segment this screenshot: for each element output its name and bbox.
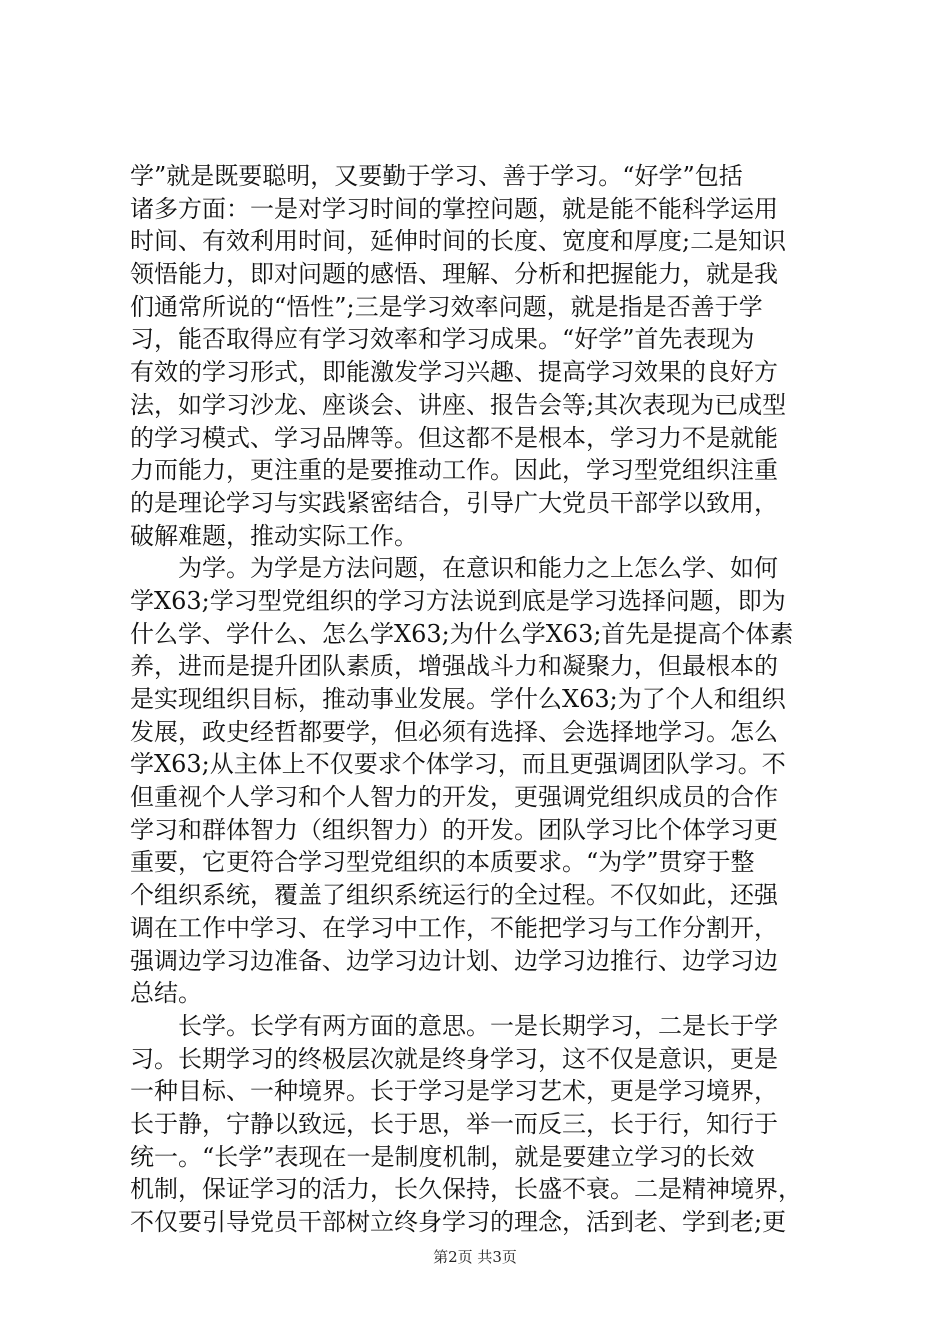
text-line: 破解难题，推动实际工作。 — [130, 521, 418, 550]
text-line: 领悟能力，即对问题的感悟、理解、分析和把握能力，就是我 — [130, 260, 778, 289]
text-line: 学X63;从主体上不仅要求个体学习，而且更强调团队学习。不 — [130, 750, 786, 779]
text-line: 发展，政史经哲都要学，但必须有选择、会选择地学习。怎么 — [130, 717, 778, 746]
text-line: 有效的学习形式，即能激发学习兴趣、提高学习效果的良好方 — [130, 358, 778, 387]
text-line: 强调边学习边准备、边学习边计划、边学习边推行、边学习边 — [130, 946, 778, 975]
text-line: 学”就是既要聪明，又要勤于学习、善于学习。“好学”包括 — [130, 162, 743, 190]
text-line: 什么学、学什么、怎么学X63;为什么学X63;首先是提高个体素 — [130, 619, 794, 648]
text-line: 个组织系统，覆盖了组织系统运行的全过程。不仅如此，还强 — [130, 881, 778, 910]
page-footer: 第2页 共3页 — [433, 1248, 517, 1266]
text-line: 长于静，宁静以致远，长于思，举一而反三，长于行，知行于 — [130, 1109, 778, 1138]
text-line: 养，进而是提升团队素质，增强战斗力和凝聚力，但最根本的 — [130, 652, 778, 681]
text-line: 为学。为学是方法问题，在意识和能力之上怎么学、如何 — [130, 554, 778, 583]
text-line: 诸多方面：一是对学习时间的掌控问题，就是能不能科学运用 — [130, 194, 778, 223]
text-line: 习。长期学习的终极层次就是终身学习，这不仅是意识，更是 — [130, 1044, 778, 1073]
text-line: 统一。“长学”表现在一是制度机制，就是要建立学习的长效 — [130, 1142, 755, 1171]
text-line: 调在工作中学习、在学习中工作，不能把学习与工作分割开， — [130, 913, 778, 942]
text-line: 学习和群体智力（组织智力）的开发。团队学习比个体学习更 — [130, 815, 778, 844]
text-line: 但重视个人学习和个人智力的开发，更强调党组织成员的合作 — [130, 783, 778, 812]
text-line: 不仅要引导党员干部树立终身学习的理念，活到老、学到老;更 — [130, 1208, 787, 1236]
text-line: 机制，保证学习的活力，长久保持，长盛不衰。二是精神境界， — [130, 1175, 802, 1204]
text-line: 重要，它更符合学习型党组织的本质要求。“为学”贯穿于整 — [130, 848, 755, 877]
text-line: 是实现组织目标，推动事业发展。学什么X63;为了个人和组织 — [130, 685, 786, 713]
text-line: 习，能否取得应有学习效率和学习成果。“好学”首先表现为 — [130, 325, 755, 354]
text-line: 的是理论学习与实践紧密结合，引导广大党员干部学以致用， — [130, 488, 778, 517]
text-line: 长学。长学有两方面的意思。一是长期学习，二是长于学 — [130, 1011, 778, 1040]
text-line: 力而能力，更注重的是要推动工作。因此，学习型党组织注重 — [130, 456, 778, 485]
text-line: 一种目标、一种境界。长于学习是学习艺术，更是学习境界， — [130, 1077, 778, 1106]
text-line: 时间、有效利用时间，延伸时间的长度、宽度和厚度;二是知识 — [130, 227, 787, 256]
body-text — [130, 160, 830, 1239]
text-line: 们通常所说的“悟性”;三是学习效率问题，就是指是否善于学 — [130, 292, 763, 321]
text-line: 学X63;学习型党组织的学习方法说到底是学习选择问题，即为 — [130, 586, 786, 615]
text-line: 法，如学习沙龙、座谈会、讲座、报告会等;其次表现为已成型 — [130, 390, 787, 419]
text-line: 的学习模式、学习品牌等。但这都不是根本，学习力不是就能 — [130, 423, 778, 452]
text-line: 总结。 — [130, 979, 202, 1008]
